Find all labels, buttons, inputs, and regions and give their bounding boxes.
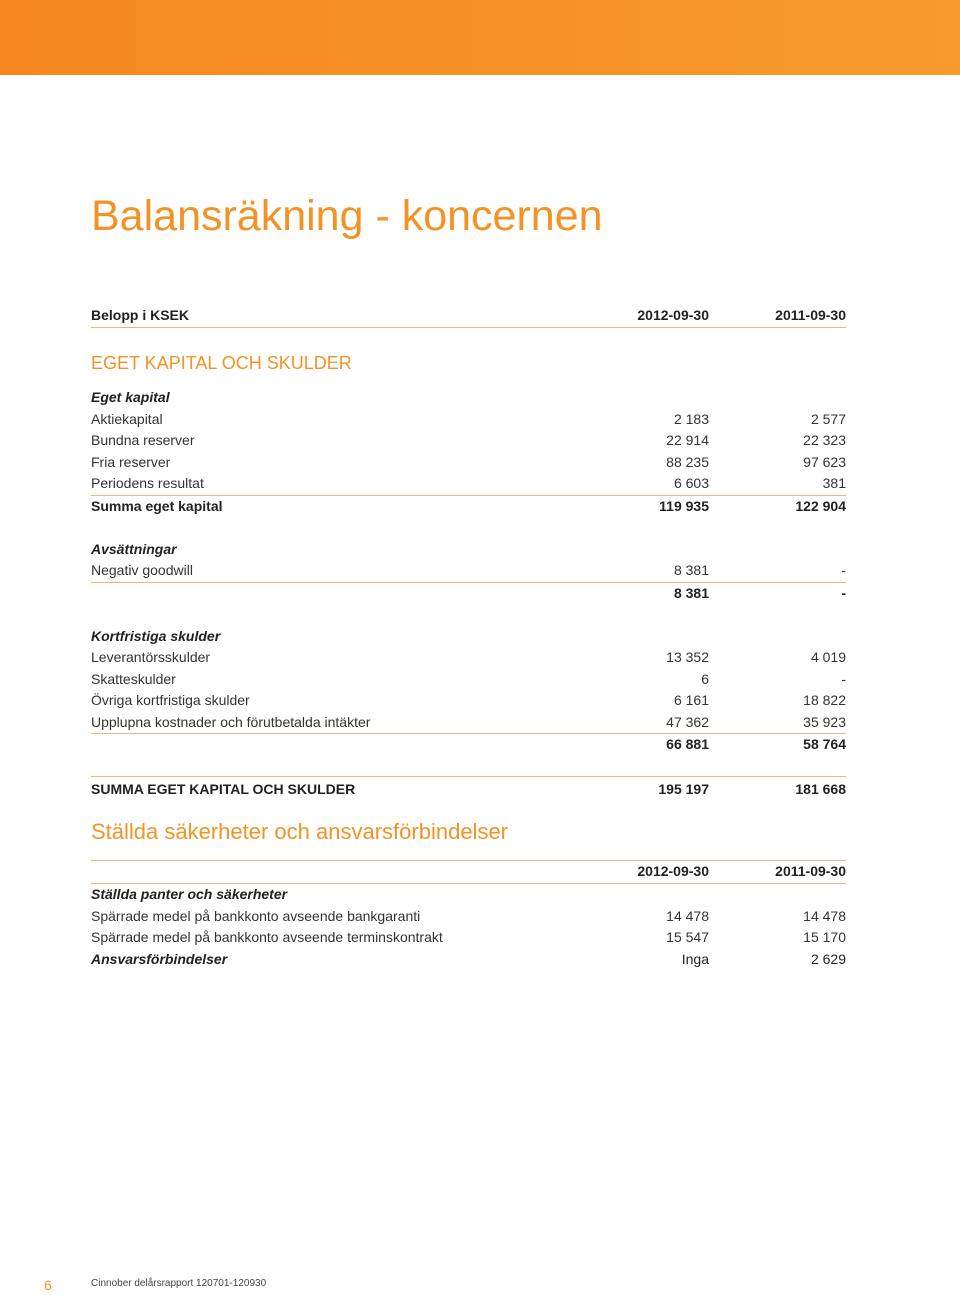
value-2011: - <box>841 670 846 687</box>
row-label: Leverantörsskulder <box>91 649 211 665</box>
row-label: Kortfristiga skulder <box>91 627 221 644</box>
table-row <box>91 927 846 949</box>
table-row <box>91 647 846 669</box>
table-row <box>91 430 846 452</box>
row-label: Aktiekapital <box>91 410 163 427</box>
row-label: Eget kapital <box>91 389 170 405</box>
row-label: Avsättningar <box>91 540 177 557</box>
value-2011: 4 019 <box>810 649 846 665</box>
value-2012: 6 <box>701 670 709 687</box>
column-header-2011: 2011-09-30 <box>775 863 846 879</box>
value-2012: Inga <box>681 950 709 967</box>
value-2012: 47 362 <box>666 713 709 730</box>
row-label: Summa eget kapital <box>91 497 223 514</box>
value-2011: 181 668 <box>795 780 846 797</box>
row-label: Upplupna kostnader och förutbetalda intäkter <box>91 713 371 730</box>
column-header-2012: 2012-09-30 <box>637 863 709 879</box>
table-row <box>91 452 846 474</box>
column-header-2012: 2012-09-30 <box>637 307 709 323</box>
row-label: SUMMA EGET KAPITAL OCH SKULDER <box>91 780 356 797</box>
table-row <box>91 669 846 691</box>
value-2012: 14 478 <box>666 907 709 924</box>
value-2012: 13 352 <box>666 649 709 665</box>
value-2011: 18 822 <box>803 692 846 708</box>
footer-report-title: Cinnober delårsrapport 120701-120930 <box>91 1278 267 1289</box>
row-label: Ansvarsförbindelser <box>91 950 228 967</box>
value-2011: 58 764 <box>803 736 846 752</box>
value-2012: 6 603 <box>673 475 709 491</box>
subtotal-row-current-liabilities <box>91 734 846 756</box>
value-2012: 66 881 <box>666 736 709 752</box>
row-label: Fria reserver <box>91 453 171 470</box>
table-header-pledged <box>91 861 846 884</box>
value-2011: 381 <box>822 475 846 491</box>
value-2011: 35 923 <box>803 713 846 730</box>
value-2011: 2 577 <box>810 410 846 427</box>
value-2011: 15 170 <box>803 929 846 945</box>
row-label: Bundna reserver <box>91 432 195 448</box>
value-2012: 119 935 <box>659 497 709 514</box>
row-label: Spärrade medel på bankkonto avseende bankgaranti <box>91 907 421 924</box>
value-2012: 8 381 <box>673 584 709 601</box>
table-row <box>91 473 846 496</box>
group-title-equity <box>91 387 846 409</box>
group-title-provisions <box>91 539 846 561</box>
table-row <box>91 712 846 735</box>
value-2011: 2 629 <box>810 950 846 967</box>
value-2012: 6 161 <box>673 692 709 708</box>
column-header-2011: 2011-09-30 <box>775 307 846 323</box>
subtotal-row-provisions <box>91 583 846 605</box>
row-label: Ställda panter och säkerheter <box>91 886 288 902</box>
value-2011: - <box>841 584 846 601</box>
table-row <box>91 690 846 712</box>
row-label: Periodens resultat <box>91 475 204 491</box>
table-row <box>91 409 846 431</box>
row-label: Negativ goodwill <box>91 562 193 578</box>
value-2011: 22 323 <box>803 432 846 448</box>
table-header <box>91 305 846 328</box>
group-title-pledged <box>91 884 846 906</box>
table-row <box>91 560 846 583</box>
value-2012: 22 914 <box>666 432 709 448</box>
contingent-liabilities-row <box>91 949 846 971</box>
divider <box>91 776 846 777</box>
row-label: Skatteskulder <box>91 670 176 687</box>
amount-unit-label: Belopp i KSEK <box>91 307 190 323</box>
value-2011: 122 904 <box>795 497 846 514</box>
value-2012: 88 235 <box>666 453 709 470</box>
balance-sheet <box>91 305 846 970</box>
value-2012: 195 197 <box>658 780 709 797</box>
page-title: Balansräkning - koncernen <box>91 192 603 240</box>
row-label: Övriga kortfristiga skulder <box>91 692 250 708</box>
value-2011: 14 478 <box>803 907 846 924</box>
value-2011: - <box>841 562 846 578</box>
value-2012: 8 381 <box>673 562 709 578</box>
value-2012: 15 547 <box>666 929 709 945</box>
table-row <box>91 906 846 928</box>
row-label: Spärrade medel på bankkonto avseende terminskontrakt <box>91 929 443 945</box>
subtotal-row-equity <box>91 496 846 518</box>
grand-total-row <box>91 779 846 801</box>
value-2012: 2 183 <box>673 410 709 427</box>
section-heading-equity-liabilities: EGET KAPITAL OCH SKULDER <box>91 353 352 373</box>
group-title-current-liabilities <box>91 626 846 648</box>
page-number: 6 <box>44 1277 52 1293</box>
section-heading-pledged-assets: Ställda säkerheter och ansvarsförbindelser <box>91 819 509 844</box>
top-accent-bar <box>0 0 960 75</box>
value-2011: 97 623 <box>803 453 846 470</box>
